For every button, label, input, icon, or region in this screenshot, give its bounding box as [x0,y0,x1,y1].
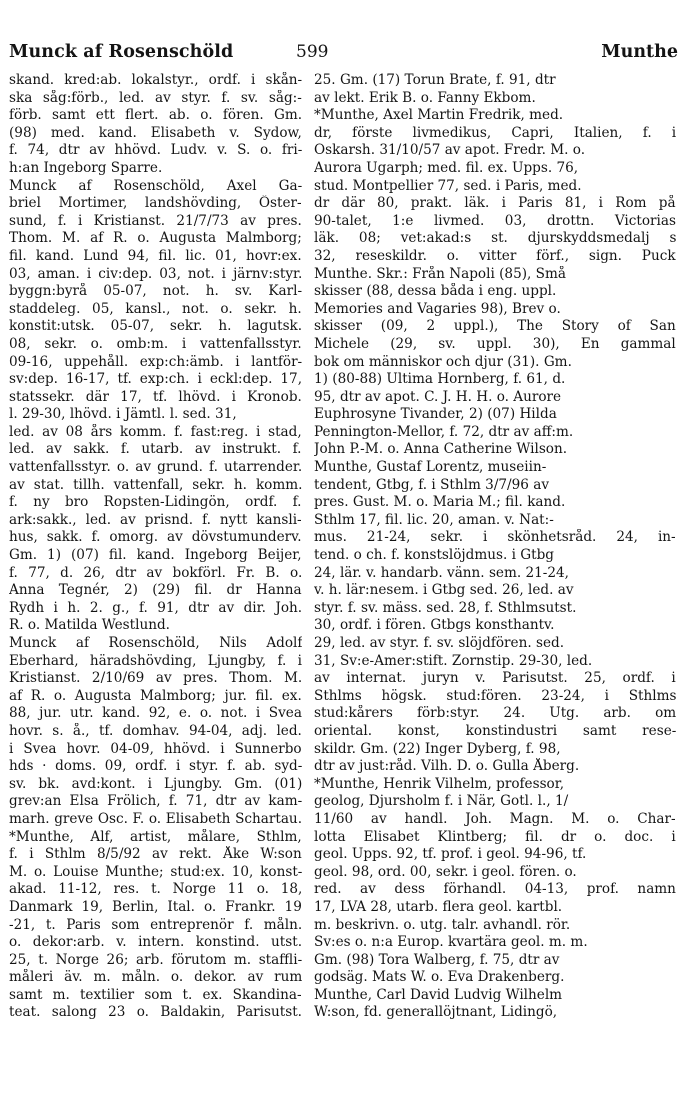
text-line: styr. f. sv. mäss. sed. 28, f. Sthlmsutst. [314,599,577,616]
text-line: 25, t. Norge 26; arb. förutom m. staffli- [9,951,302,968]
text-line: led. av sakk. f. utarb. av instrukt. f. [9,441,302,458]
text-line: skisser (88, dessa båda i eng. uppl. [314,283,557,300]
text-line: 25. Gm. (17) Torun Brate, f. 91, dtr [314,72,556,88]
text-line: 1) (80-88) Ultima Hornberg, f. 61, d. [314,371,566,388]
text-line: 29, led. av styr. f. sv. slöjdfören. sed. [314,635,565,651]
text-line: akad. 11-12, res. t. Norge 11 o. 18, [9,881,302,898]
text-line: lotta Elisabet Klintberg; fil. dr o. doc. i [314,828,676,845]
text-line: *Munthe, Alf, artist, målare, Sthlm, [9,828,302,845]
text-line: sv. bk. avd:kont. i Ljungby. Gm. (01) [9,775,302,792]
text-line: godsäg. Mats W. o. Eva Drakenberg. [314,969,565,986]
text-line: fil. kand. Lund 94, fil. lic. 01, hovr:ex. [9,247,302,264]
text-line: *Munthe, Axel Martin Fredrik, med. [314,107,564,124]
text-line: f. 74, dtr av hhövd. Ludv. v. S. o. fri- [9,142,302,159]
text-line: 11/60 av handl. Joh. Magn. M. o. Char- [314,810,676,827]
page-header [0,42,696,70]
text-line: Memories and Vagaries 98), Brev o. [314,300,561,317]
text-line: 24, lär. v. handarb. vänn. sem. 21-24, [314,564,570,581]
text-line: hus, sakk. f. omorg. av dövstumunderv. [9,529,302,546]
text-line: geol. 98, ord. 00, sekr. i geol. fören. o. [314,863,577,880]
text-line: i Svea hovr. 04-09, hhövd. i Sunnerbo [9,740,302,757]
text-line: Gm. (98) Tora Walberg, f. 75, dtr av [314,951,560,968]
text-line: ark:sakk., led. av prisnd. f. nytt kansli- [9,511,302,528]
text-line: 03, aman. i civ:dep. 03, not. i järnv:styr. [9,265,302,282]
text-line: bok om människor och djur (31). Gm. [314,353,572,370]
text-line: marh. greve Osc. F. o. Elisabeth Schartau. [9,810,302,827]
text-line: Sv:es o. n:a Europ. kvartära geol. m. m. [314,934,588,951]
text-line: f. ny bro Ropsten-Lidingön, ordf. f. [9,494,302,511]
text-line: Thom. M. af R. o. Augusta Malmborg; [9,230,302,247]
running-head-left: Munck af Rosenschöld [9,42,234,62]
text-line: Munthe, Gustaf Lorentz, museiin- [314,459,547,476]
text-line: Danmark 19, Berlin, Ital. o. Frankr. 19 [9,898,302,915]
text-line: måleri äv. m. måln. o. dekor. av rum [9,969,302,986]
text-line: geol. Upps. 92, tf. prof. i geol. 94-96, tf. [314,846,587,863]
text-line: tendent, Gtbg, f. i Sthlm 3/7/96 av [314,476,550,493]
text-line: skand. kred:ab. lokalstyr., ordf. i skån- [9,72,302,88]
text-line: geolog, Djursholm f. i När, Gotl. l., 1/ [314,793,569,810]
text-line: led. av 08 års komm. f. fast:reg. i stad, [9,423,302,440]
text-line: Munck af Rosenschöld, Axel Ga- [9,177,302,194]
text-line: John P.-M. o. Anna Catherine Wilson. [314,441,568,458]
text-line: af R. o. Augusta Malmborg; jur. fil. ex. [9,687,302,704]
text-line: Rydh i h. 2. g., f. 91, dtr av dir. Joh. [9,599,302,616]
text-line: hds · doms. 09, ordf. i styr. f. ab. syd- [9,758,302,775]
text-line: *Munthe, Henrik Vilhelm, professor, [314,775,565,792]
text-line: ska såg:förb., led. av styr. f. sv. såg:- [9,89,302,106]
text-line: Sthlms högsk. stud:fören. 23-24, i Sthlms [314,687,676,704]
text-line: pres. Gust. M. o. Maria M.; fil. kand. [314,494,566,511]
text-line: tend. o ch. f. konstslöjdmus. i Gtbg [314,547,555,564]
text-line: skildr. Gm. (22) Inger Dyberg, f. 98, [314,740,561,757]
text-line: förb. samt ett flert. ab. o. fören. Gm. [9,107,302,124]
text-line: stud:kårers förb:styr. 24. Utg. arb. om [314,705,676,722]
page-number: 599 [296,42,329,62]
text-line: l. 29-30, lhövd. i Jämtl. l. sed. 31, [9,406,237,423]
text-line: 17, LVA 28, utarb. flera geol. kartbl. [314,898,563,915]
text-line: staddeleg. 05, kansl., not. o. sekr. h. [9,300,302,317]
text-line: Euphrosyne Tivander, 2) (07) Hilda [314,406,557,423]
text-line: statssekr. där 17, tf. lhövd. i Kronob. [9,388,302,405]
text-line: av lekt. Erik B. o. Fanny Ekbom. [314,89,536,106]
text-line: M. o. Louise Munthe; stud:ex. 10, konst- [9,863,302,880]
text-line: Aurora Ugarph; med. fil. ex. Upps. 76, [314,159,579,176]
text-line: Sthlm 17, fil. lic. 20, aman. v. Nat:- [314,511,554,528]
text-line: Munck af Rosenschöld, Nils Adolf [9,635,302,651]
text-line: f. 77, d. 26, dtr av bokförl. Fr. B. o. [9,564,302,581]
text-line: hovr. s. å., tf. domhav. 94-04, adj. led. [9,722,302,739]
text-line: Kristianst. 2/10/69 av pres. Thom. M. [9,670,302,687]
text-line: Michele (29, sv. uppl. 30), En gammal [314,335,676,352]
text-line: av stat. tillh. vattenfall, sekr. h. komm. [9,476,302,493]
text-line: red. av dess förhandl. 04-13, prof. namn [314,881,676,898]
text-line: Eberhard, häradshövding, Ljungby, f. i [9,652,302,669]
text-line: Pennington-Mellor, f. 72, dtr av aff:m. [314,423,574,440]
text-line: m. beskrivn. o. utg. talr. avhandl. rör. [314,916,571,933]
text-line: 32, reseskildr. o. vitter förf., sign. Puck [314,247,676,264]
text-line: dtr av just:råd. Vilh. D. o. Gulla Åberg. [314,758,580,775]
text-line: läk. 08; vet:akad:s st. djurskyddsmedalj s [314,230,676,247]
text-line: dr, förste livmedikus, Capri, Italien, f. i [314,124,676,141]
text-line: 09-16, uppehåll. exp:ch:ämb. i lantför- [9,353,302,370]
text-line: 95, dtr av apot. C. J. H. H. o. Aurore [314,388,562,405]
text-line: stud. Montpellier 77, sed. i Paris, med. [314,177,582,194]
text-line: 88, jur. utr. kand. 92, e. o. not. i Svea [9,705,302,722]
text-line: vattenfallsstyr. o. av grund. f. utarrender. [9,459,302,476]
text-line: 08, sekr. o. omb:m. i vattenfallsstyr. [9,335,302,352]
text-line: h:an Ingeborg Sparre. [9,159,163,176]
text-line: R. o. Matilda Westlund. [9,617,171,634]
text-line: W:son, fd. generallöjtnant, Lidingö, [314,1004,558,1021]
text-line: av internat. juryn v. Parisutst. 25, ordf. i [314,670,676,687]
text-line: sv:dep. 16-17, tf. exp:ch. i eckl:dep. 17, [9,371,302,388]
text-line: Oskarsh. 31/10/57 av apot. Fredr. M. o. [314,142,586,159]
text-line: grev:an Elsa Frölich, f. 71, dtr av kam- [9,793,302,810]
text-line: briel Mortimer, landshövding, Öster- [9,195,302,212]
text-line: 31, Sv:e-Amer:stift. Zornstip. 29-30, led. [314,652,593,669]
text-line: 30, ordf. i fören. Gtbgs konsthantv. [314,617,555,634]
text-line: samt m. textilier som t. ex. Skandina- [9,986,302,1003]
text-line: teat. salong 23 o. Baldakin, Parisutst. [9,1004,302,1021]
text-line: sund, f. i Kristianst. 21/7/73 av pres. [9,212,302,229]
text-line: dr där 80, prakt. läk. i Paris 81, i Rom på [314,195,676,212]
text-line: 90-talet, 1:e livmed. 03, drottn. Victorias [314,212,676,229]
right-column [314,72,676,1022]
text-line: skisser (09, 2 uppl.), The Story of San [314,318,676,335]
text-line: Gm. 1) (07) fil. kand. Ingeborg Beijer, [9,547,302,564]
left-column [9,72,302,1022]
text-line: f. i Sthlm 8/5/92 av rekt. Åke W:son [9,846,302,863]
text-line: o. dekor:arb. v. intern. konstind. utst. [9,934,302,951]
text-line: (98) med. kand. Elisabeth v. Sydow, [9,124,302,141]
text-line: -21, t. Paris som entreprenör f. måln. [9,916,302,933]
text-line: byggn:byrå 05-07, not. h. sv. Karl- [9,283,302,300]
text-line: v. h. lär:nesem. i Gtbg sed. 26, led. av [314,582,574,599]
text-line: Munthe. Skr.: Från Napoli (85), Små [314,265,566,282]
text-line: Munthe, Carl David Ludvig Wilhelm [314,986,563,1003]
text-line: Anna Tegnér, 2) (29) fil. dr Hanna [9,582,302,599]
text-line: mus. 21-24, sekr. i skönhetsråd. 24, in- [314,529,676,546]
running-head-right: Munthe [601,42,678,62]
text-line: oriental. konst, konstindustri samt rese- [314,722,676,739]
text-line: konstit:utsk. 05-07, sekr. h. lagutsk. [9,318,302,335]
